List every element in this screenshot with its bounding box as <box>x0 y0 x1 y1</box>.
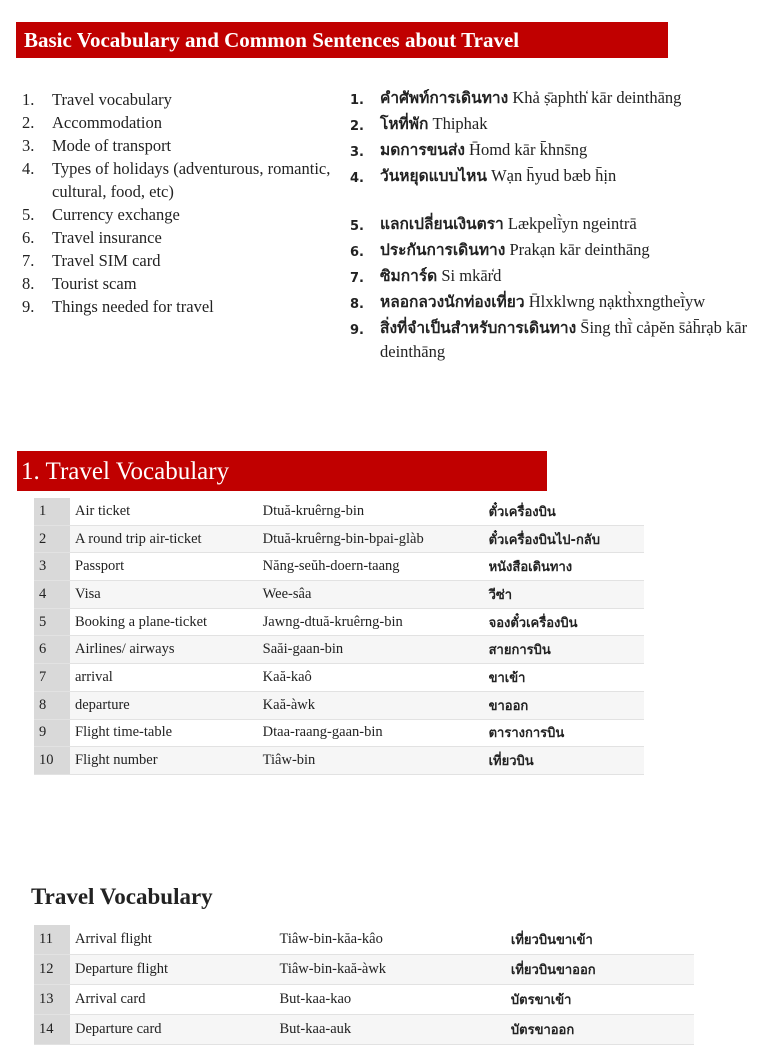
row-number: 2 <box>34 525 70 553</box>
list-text: Types of holidays (adventurous, romantic, cultural, food, etc) <box>52 159 331 201</box>
table-row <box>34 664 644 692</box>
table-row <box>34 636 644 664</box>
row-number: 1 <box>34 498 70 525</box>
list-item <box>22 157 342 203</box>
thai-term: เที่ยวบินขาเข้า <box>506 925 694 955</box>
romanization: S̄ing thī̀ cảpĕn s̄ảh̄rạb kār deinthāng <box>380 318 748 361</box>
english-term: Passport <box>70 553 258 581</box>
list-text: Currency exchange <box>52 205 180 224</box>
list-text: Things needed for travel <box>52 297 214 316</box>
english-term: A round trip air-ticket <box>70 525 258 553</box>
table-row <box>34 691 644 719</box>
row-number: 7 <box>34 664 70 692</box>
list-item <box>22 111 342 134</box>
list-number: 3. <box>350 145 364 160</box>
thai-term: ขาออก <box>484 691 644 719</box>
row-number: 9 <box>34 719 70 747</box>
table-row <box>34 925 694 955</box>
list-number: 4. <box>22 159 35 178</box>
table-row <box>34 498 644 525</box>
thai-term: หนังสือเดินทาง <box>484 553 644 581</box>
list-item <box>22 88 342 111</box>
list-number: 3. <box>22 136 35 155</box>
romanization: Wạn h̄yud bæb h̄ịn <box>486 166 617 185</box>
list-item <box>350 212 750 238</box>
romanized-term: Kaă-àwk <box>258 691 484 719</box>
romanized-term: Kaă-kaô <box>258 664 484 692</box>
list-item <box>350 316 750 363</box>
thai-term: สายการบิน <box>484 636 644 664</box>
english-term: Departure flight <box>70 955 274 985</box>
row-number: 6 <box>34 636 70 664</box>
list-item <box>350 290 750 316</box>
thai-text: ประกันการเดินทาง <box>380 241 506 259</box>
list-text <box>380 86 681 112</box>
thai-text: ซิมการ์ด <box>380 267 438 285</box>
list-item <box>350 112 750 138</box>
romanized-term: Jawng-dtuă-kruêrng-bin <box>258 608 484 636</box>
english-term: departure <box>70 691 258 719</box>
romanized-term: Dtaa-raang-gaan-bin <box>258 719 484 747</box>
english-term: Arrival flight <box>70 925 274 955</box>
thai-term: ตารางการบิน <box>484 719 644 747</box>
english-term: Departure card <box>70 1015 274 1045</box>
row-number: 14 <box>34 1015 70 1045</box>
romanized-term: Wee-sâa <box>258 581 484 609</box>
row-number: 11 <box>34 925 70 955</box>
page-title-banner <box>16 22 668 58</box>
table-row <box>34 1015 694 1045</box>
list-number: 5. <box>22 205 35 224</box>
romanized-term: Năng-seŭh-doern-taang <box>258 553 484 581</box>
row-number: 10 <box>34 747 70 775</box>
row-number: 3 <box>34 553 70 581</box>
thai-term: บัตรขาเข้า <box>506 985 694 1015</box>
list-item <box>22 203 342 226</box>
romanized-term: Tiâw-bin-kăa-kâo <box>274 925 505 955</box>
list-item <box>22 272 342 295</box>
table-row <box>34 608 644 636</box>
thai-topic-list <box>350 86 750 363</box>
list-number: 6. <box>22 228 35 247</box>
list-item <box>350 164 750 190</box>
list-spacer <box>350 190 750 212</box>
english-term: Visa <box>70 581 258 609</box>
thai-term: วีซ่า <box>484 581 644 609</box>
romanized-term: Dtuă-kruêrng-bin-bpai-glàb <box>258 525 484 553</box>
vocabulary-table <box>34 498 644 775</box>
romanization: Si mkār̒d <box>437 266 502 285</box>
thai-text: วันหยุดแบบไหน <box>380 167 487 185</box>
table-row <box>34 955 694 985</box>
romanized-term: But-kaa-kao <box>274 985 505 1015</box>
thai-term: ขาเข้า <box>484 664 644 692</box>
list-item <box>350 238 750 264</box>
list-number: 9. <box>350 323 364 338</box>
table-row <box>34 747 644 775</box>
romanized-term: But-kaa-auk <box>274 1015 505 1045</box>
list-item <box>22 249 342 272</box>
thai-term: จองตั๋วเครื่องบิน <box>484 608 644 636</box>
thai-text: สิ่งที่จำเป็นสำหรับการเดินทาง <box>380 319 577 337</box>
romanized-term: Tiâw-bin-kaă-àwk <box>274 955 505 985</box>
list-text: Travel insurance <box>52 228 162 247</box>
list-item <box>350 138 750 164</box>
thai-text: มดการขนส่ง <box>380 141 465 159</box>
list-number: 2. <box>22 113 35 132</box>
list-text <box>380 212 637 238</box>
list-item <box>22 295 342 318</box>
list-text <box>380 238 650 264</box>
list-number: 7. <box>350 271 364 286</box>
romanization: H̄lxklwng nạkth̀xngtheī̀yw <box>524 292 706 311</box>
thai-text: แลกเปลี่ยนเงินตรา <box>380 215 504 233</box>
thai-term: ตั๋วเครื่องบินไป-กลับ <box>484 525 644 553</box>
list-number: 9. <box>22 297 35 316</box>
table-row <box>34 719 644 747</box>
romanization: Prakạn kār deinthāng <box>505 240 650 259</box>
table-row <box>34 525 644 553</box>
list-item <box>22 134 342 157</box>
table-row <box>34 581 644 609</box>
list-number: 8. <box>350 297 364 312</box>
row-number: 4 <box>34 581 70 609</box>
english-topic-list <box>22 88 342 318</box>
list-text: Travel SIM card <box>52 251 161 270</box>
table-row <box>34 985 694 1015</box>
row-number: 13 <box>34 985 70 1015</box>
row-number: 8 <box>34 691 70 719</box>
section-banner <box>17 451 547 491</box>
list-text <box>380 138 587 164</box>
romanized-term: Dtuă-kruêrng-bin <box>258 498 484 525</box>
list-text <box>380 290 705 316</box>
list-text: Accommodation <box>52 113 162 132</box>
romanization: Thiphak <box>428 114 488 133</box>
thai-term: เที่ยวบินขาออก <box>506 955 694 985</box>
page-title: Basic Vocabulary and Common Sentences about Travel <box>24 28 520 52</box>
english-term: Airlines/ airways <box>70 636 258 664</box>
thai-text: หลอกลวงนักท่องเที่ยว <box>380 293 525 311</box>
romanized-term: Tiâw-bin <box>258 747 484 775</box>
thai-term: เที่ยวบิน <box>484 747 644 775</box>
english-term: Flight time-table <box>70 719 258 747</box>
section-title: 1. Travel Vocabulary <box>21 458 230 485</box>
list-number: 6. <box>350 245 364 260</box>
romanization: H̄omd kār k̄hns̄ng <box>464 140 588 159</box>
list-text: Mode of transport <box>52 136 172 155</box>
english-term: Arrival card <box>70 985 274 1015</box>
list-number: 8. <box>22 274 35 293</box>
romanized-term: Saăi-gaan-bin <box>258 636 484 664</box>
section-heading: Travel Vocabulary <box>31 884 213 909</box>
list-number: 1. <box>22 90 35 109</box>
list-number: 2. <box>350 119 364 134</box>
english-term: Booking a plane-ticket <box>70 608 258 636</box>
list-text <box>380 264 501 290</box>
list-text: Tourist scam <box>52 274 137 293</box>
list-text: Travel vocabulary <box>52 90 172 109</box>
thai-text: คำศัพท์การเดินทาง <box>380 89 509 107</box>
english-term: arrival <box>70 664 258 692</box>
list-number: 7. <box>22 251 35 270</box>
row-number: 12 <box>34 955 70 985</box>
table-row <box>34 553 644 581</box>
romanization: Khả ṣ̄aphth̒ kār deinthāng <box>508 88 682 107</box>
list-text <box>380 112 488 138</box>
english-term: Flight number <box>70 747 258 775</box>
list-number: 1. <box>350 93 364 108</box>
thai-term: บัตรขาออก <box>506 1015 694 1045</box>
list-item <box>350 86 750 112</box>
list-number: 5. <box>350 219 364 234</box>
english-term: Air ticket <box>70 498 258 525</box>
vocabulary-table-continued <box>34 925 694 1045</box>
thai-text: โหที่พัก <box>380 115 429 133</box>
list-item <box>22 226 342 249</box>
thai-term: ตั๋วเครื่องบิน <box>484 498 644 525</box>
romanization: Lækpelī̀yn ngeintrā <box>503 214 637 233</box>
list-item <box>350 264 750 290</box>
list-text <box>380 164 616 190</box>
row-number: 5 <box>34 608 70 636</box>
list-number: 4. <box>350 171 364 186</box>
list-text <box>380 316 750 363</box>
